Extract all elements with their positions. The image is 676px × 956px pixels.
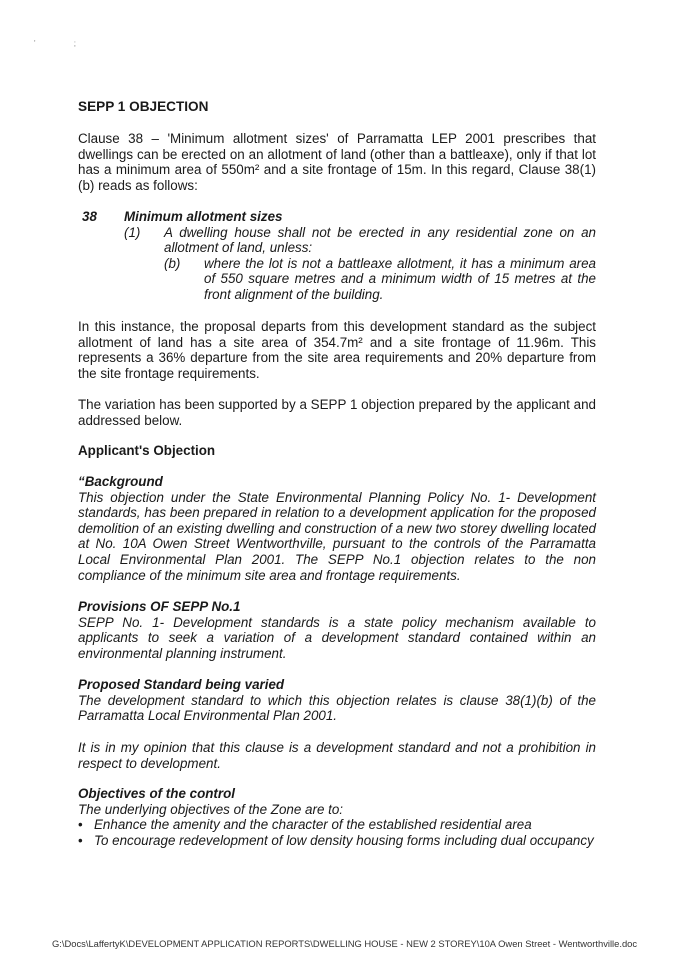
provisions-text: SEPP No. 1- Development standards is a state policy mechanism available to applicants to seek a variation of a development standard contained within an environmental planning instrument. bbox=[78, 614, 596, 661]
objectives-section bbox=[78, 786, 596, 848]
objectives-list bbox=[78, 817, 596, 848]
opinion-paragraph: It is in my opinion that this clause is a development standard and not a prohibition in respect to development. bbox=[78, 740, 596, 771]
standard-heading: Proposed Standard being varied bbox=[78, 677, 285, 692]
standard-section bbox=[78, 677, 596, 724]
subclause-b-label: (b) bbox=[164, 255, 181, 271]
variation-paragraph: The variation has been supported by a SEPP 1 objection prepared by the applicant and addressed below. bbox=[78, 397, 596, 428]
clause-number: 38 bbox=[82, 209, 97, 224]
list-item bbox=[78, 833, 596, 849]
subclause-1-text: A dwelling house shall not be erected in any residential zone on an allotment of land, unless: bbox=[164, 224, 596, 256]
section-title: SEPP 1 OBJECTION bbox=[78, 99, 209, 114]
file-path-footer: G:\Docs\LaffertyK\DEVELOPMENT APPLICATION REPORTS\DWELLING HOUSE - NEW 2 STOREY\10A Owen Street - Wentworthville.doc bbox=[52, 938, 638, 949]
background-section bbox=[78, 474, 596, 583]
scan-marks: ' ; bbox=[34, 39, 94, 48]
clause-38-block bbox=[78, 209, 596, 303]
clause-title: Minimum allotment sizes bbox=[124, 209, 283, 224]
bullet-icon: • bbox=[78, 817, 83, 833]
bullet-text: To encourage redevelopment of low density housing forms including dual occupancy bbox=[94, 832, 594, 848]
background-heading: “Background bbox=[78, 474, 163, 489]
instance-paragraph: In this instance, the proposal departs from this development standard as the subject allotment of land has a site area of 354.7m² and a site frontage of 11.96m. This represents a 36% departure from the site area requirements and 20% departure from the site frontage requirements. bbox=[78, 319, 596, 381]
intro-paragraph: Clause 38 – 'Minimum allotment sizes' of Parramatta LEP 2001 prescribes that dwellings can be erected on an allotment of land (other than a battleaxe), only if that lot has a minimum area of 550m² and a site frontage of 15m. In this regard, Clause 38(1)(b) reads as follows: bbox=[78, 131, 596, 193]
objectives-intro: The underlying objectives of the Zone are to: bbox=[78, 801, 343, 817]
provisions-heading: Provisions OF SEPP No.1 bbox=[78, 599, 241, 614]
subclause-b-text: where the lot is not a battleaxe allotment, it has a minimum area of 550 square metres and a minimum width of 15 metres at the front alignment of the building. bbox=[204, 255, 596, 302]
background-text: This objection under the State Environmental Planning Policy No. 1- Development standards, has been prepared in relation to a development application for the proposed demolition of an existing dwelling and construction of a new two storey dwelling located at No. 10A Owen Street Wentworthville, pursuant to the controls of the Parramatta Local Environmental Plan 2001. The SEPP No.1 objection relates to the non compliance of the minimum site area and frontage requirements. bbox=[78, 489, 596, 583]
bullet-text: Enhance the amenity and the character of the established residential area bbox=[94, 817, 532, 833]
bullet-icon: • bbox=[78, 832, 83, 848]
provisions-section bbox=[78, 599, 596, 661]
objectives-heading: Objectives of the control bbox=[78, 786, 235, 801]
subclause-1-label: (1) bbox=[124, 224, 141, 240]
applicant-heading: Applicant's Objection bbox=[78, 443, 216, 458]
list-item bbox=[78, 817, 596, 833]
standard-text: The development standard to which this objection relates is clause 38(1)(b) of the Parramatta Local Environmental Plan 2001. bbox=[78, 692, 596, 724]
